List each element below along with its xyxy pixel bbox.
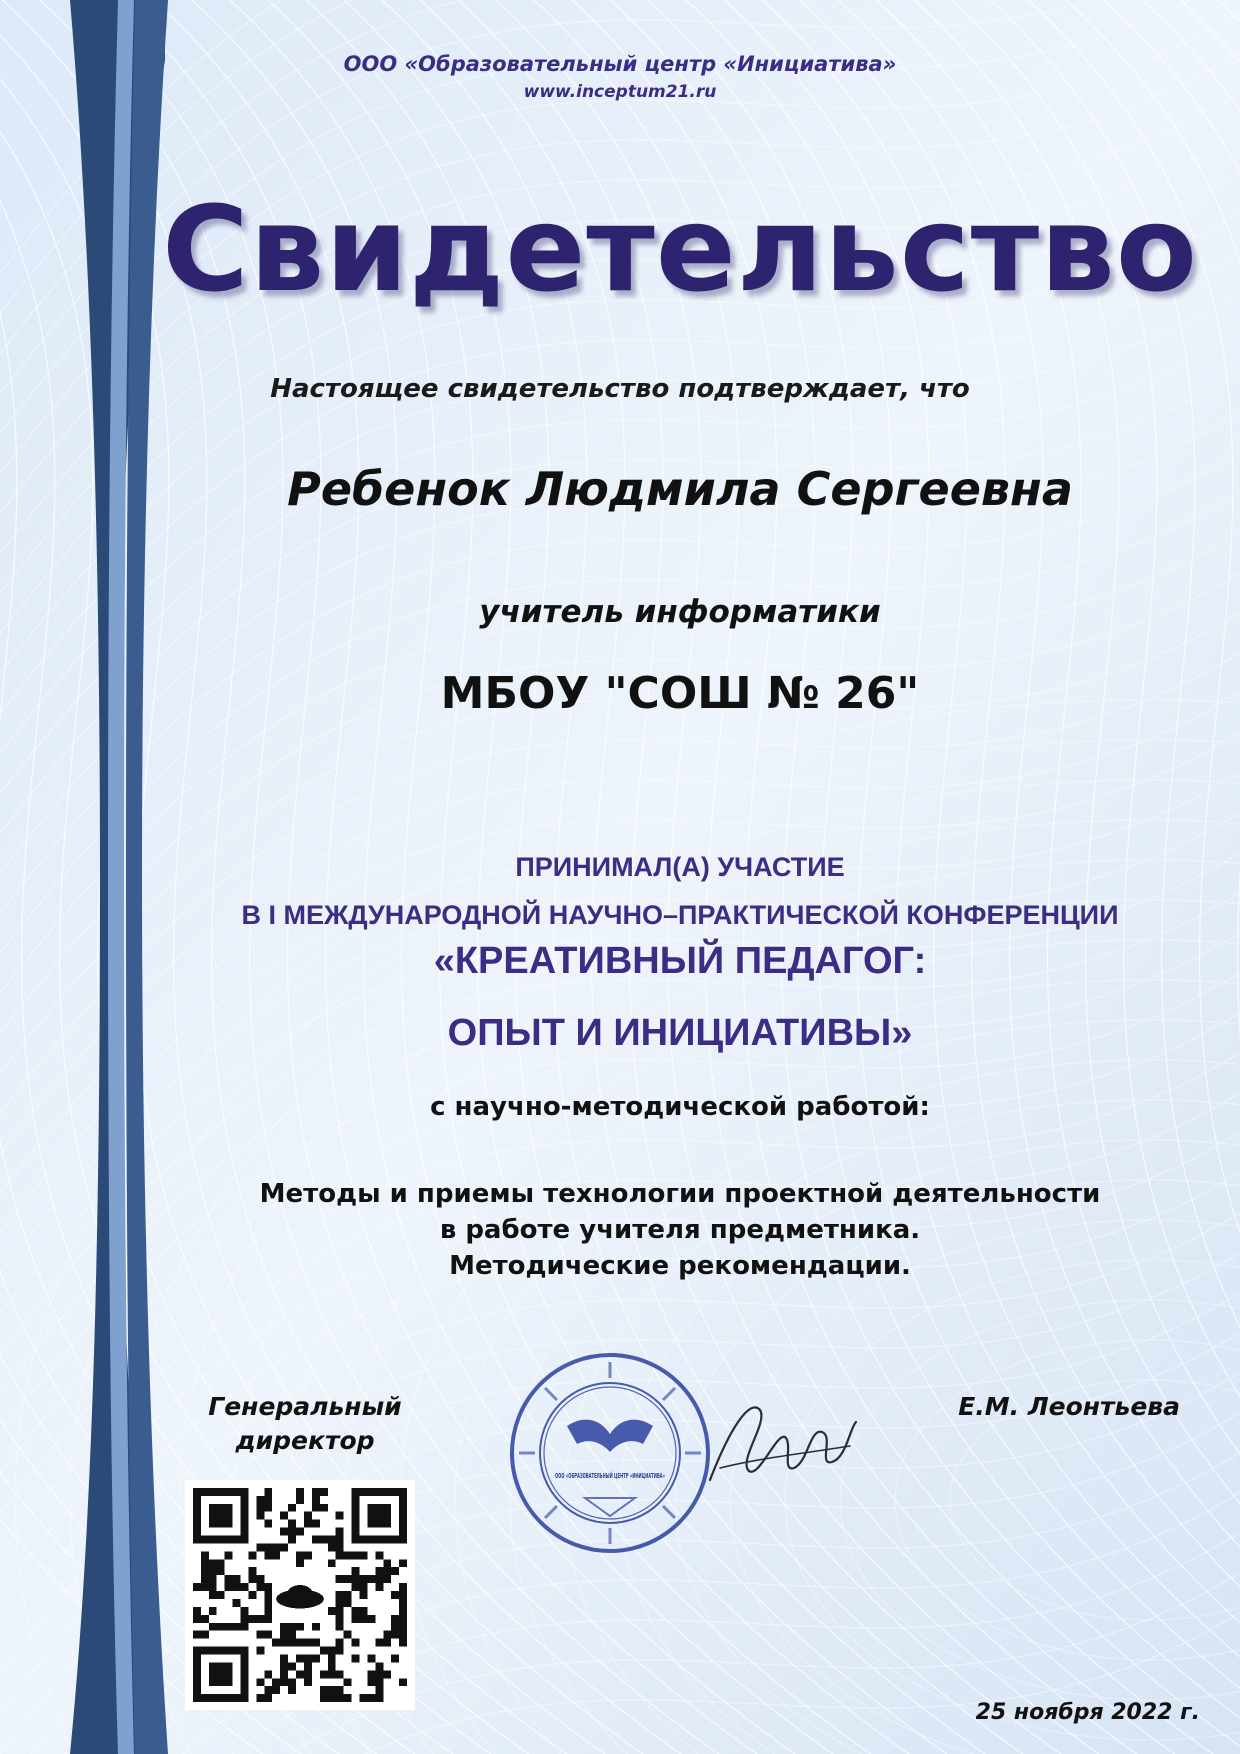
recipient-name: Ребенок Людмила Сергеевна bbox=[287, 462, 1073, 516]
work-label: с научно-методической работой: bbox=[430, 1092, 930, 1122]
certificate-intro: Настоящее свидетельство подтверждает, что bbox=[270, 374, 970, 404]
work-title-line2: в работе учителя предметника. bbox=[439, 1215, 921, 1245]
recipient-school: МБОУ "СОШ № 26" bbox=[440, 668, 920, 719]
director-signature bbox=[700, 1388, 860, 1498]
recipient-position: учитель информатики bbox=[479, 594, 881, 630]
seal-book-icon bbox=[567, 1420, 653, 1452]
role-line2: директор bbox=[235, 1426, 375, 1455]
qr-finder-top-left bbox=[193, 1488, 249, 1544]
conference-type-line: В I МЕЖДУНАРОДНОЙ НАУЧНО–ПРАКТИЧЕСКОЙ КОНФЕРЕНЦИИ bbox=[241, 900, 1119, 930]
work-title-line1: Методы и приемы технологии проектной деятельности bbox=[259, 1179, 1101, 1209]
work-title-line3: Методические рекомендации. bbox=[449, 1251, 911, 1281]
certificate-title: Свидетельство bbox=[162, 180, 1198, 318]
signatory-name: Е.М. Леонтьева bbox=[958, 1392, 1180, 1421]
issue-date: 25 ноября 2022 г. bbox=[975, 1700, 1200, 1725]
role-line1: Генеральный bbox=[208, 1392, 402, 1421]
qr-finder-top-right bbox=[352, 1488, 408, 1544]
signatory-role bbox=[175, 1390, 435, 1458]
qr-code[interactable] bbox=[185, 1480, 415, 1710]
work-title bbox=[160, 1176, 1200, 1284]
organization-website[interactable]: www.inceptum21.ru bbox=[523, 82, 717, 102]
conference-name-line1: «КРЕАТИВНЫЙ ПЕДАГОГ: bbox=[433, 940, 927, 982]
qr-center-logo-icon bbox=[272, 1567, 328, 1623]
seal-text: ООО «ОБРАЗОВАТЕЛЬНЫЙ ЦЕНТР «ИНИЦИАТИВА» bbox=[555, 1471, 666, 1480]
official-seal bbox=[505, 1348, 715, 1558]
organization-name: ООО «Образовательный центр «Инициатива» bbox=[343, 52, 897, 76]
conference-name-line2: ОПЫТ И ИНИЦИАТИВЫ» bbox=[447, 1012, 913, 1054]
participation-line: ПРИНИМАЛ(А) УЧАСТИЕ bbox=[515, 852, 845, 882]
qr-finder-bottom-left bbox=[193, 1647, 249, 1703]
